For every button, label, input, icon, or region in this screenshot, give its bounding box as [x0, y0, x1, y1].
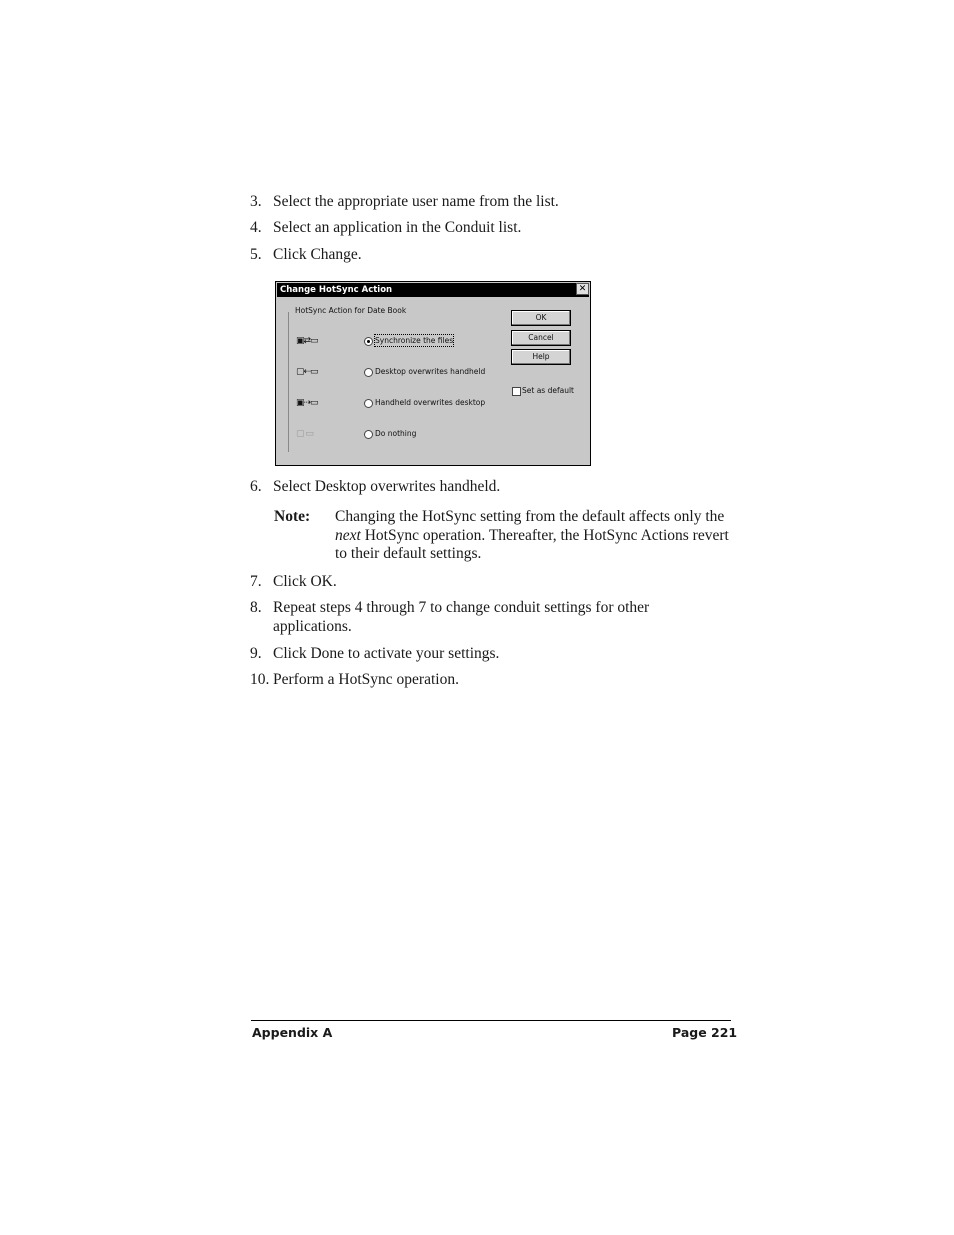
option-label: Handheld overwrites desktop: [375, 398, 486, 407]
option-desktop-overwrites[interactable]: [296, 366, 496, 380]
note-text-part2: HotSync operation. Thereafter, the HotSync Actions revert to their default settings.: [335, 526, 729, 562]
radio-desktop-overwrites[interactable]: [364, 368, 373, 377]
option-label: Do nothing: [375, 429, 417, 438]
step-10: [250, 670, 730, 689]
ok-button[interactable]: OK: [511, 310, 571, 326]
step-number: 6.: [250, 478, 262, 495]
radio-do-nothing[interactable]: [364, 430, 373, 439]
option-handheld-overwrites[interactable]: [296, 397, 496, 411]
cancel-button[interactable]: Cancel: [511, 330, 571, 346]
step-8: [250, 598, 730, 635]
step-3: [250, 192, 730, 211]
close-button[interactable]: ✕: [576, 283, 589, 295]
step-number: 8.: [250, 599, 262, 616]
option-label: Synchronize the files: [375, 336, 454, 345]
change-hotsync-action-dialog: [275, 281, 591, 466]
radio-handheld-overwrites[interactable]: [364, 399, 373, 408]
set-as-default-checkbox[interactable]: [512, 387, 521, 396]
step-number: 4.: [250, 219, 262, 236]
step-text: Click Done to activate your settings.: [273, 645, 500, 662]
sync-both-icon: ▣⇄▭: [296, 336, 318, 346]
radio-synchronize[interactable]: [364, 337, 373, 346]
step-text: Click Change.: [273, 246, 362, 263]
step-7: [250, 572, 730, 591]
handheld-to-desktop-icon: ▣⇢▭: [296, 398, 318, 408]
footer-rule: [251, 1020, 731, 1021]
help-button[interactable]: Help: [511, 349, 571, 365]
step-text: Click OK.: [273, 573, 337, 590]
note-text-part1: Changing the HotSync setting from the default affects only the: [335, 508, 725, 525]
step-4: [250, 218, 730, 237]
option-do-nothing[interactable]: [296, 428, 496, 442]
desktop-to-handheld-icon: ▢⇠▭: [296, 367, 318, 377]
dialog-title: Change HotSync Action: [277, 283, 589, 297]
page-number: Page 221: [672, 1025, 738, 1040]
group-label: HotSync Action for Date Book: [295, 306, 407, 315]
step-6: [250, 477, 730, 496]
step-text: Perform a HotSync operation.: [273, 671, 459, 688]
note-text: [335, 508, 730, 564]
step-number: 5.: [250, 246, 262, 263]
option-label: Desktop overwrites handheld: [375, 367, 486, 376]
step-number: 7.: [250, 573, 262, 590]
step-text: Select Desktop overwrites handheld.: [273, 478, 501, 495]
step-number: 3.: [250, 193, 262, 210]
step-9: [250, 644, 730, 663]
step-text: Select an application in the Conduit list.: [273, 219, 522, 236]
step-text: Select the appropriate user name from the list.: [273, 193, 559, 210]
set-as-default-label: Set as default: [522, 386, 574, 395]
step-5: [250, 245, 730, 264]
do-nothing-icon: ▢ ▭: [296, 429, 313, 439]
note-label: Note:: [274, 508, 311, 525]
step-number: 9.: [250, 645, 262, 662]
step-number: 10.: [250, 671, 270, 688]
option-synchronize[interactable]: [296, 335, 496, 349]
note-emphasis: next: [335, 526, 361, 544]
footer-section: Appendix A: [252, 1025, 333, 1040]
step-text: Repeat steps 4 through 7 to change conduit settings for other applications.: [273, 599, 650, 635]
